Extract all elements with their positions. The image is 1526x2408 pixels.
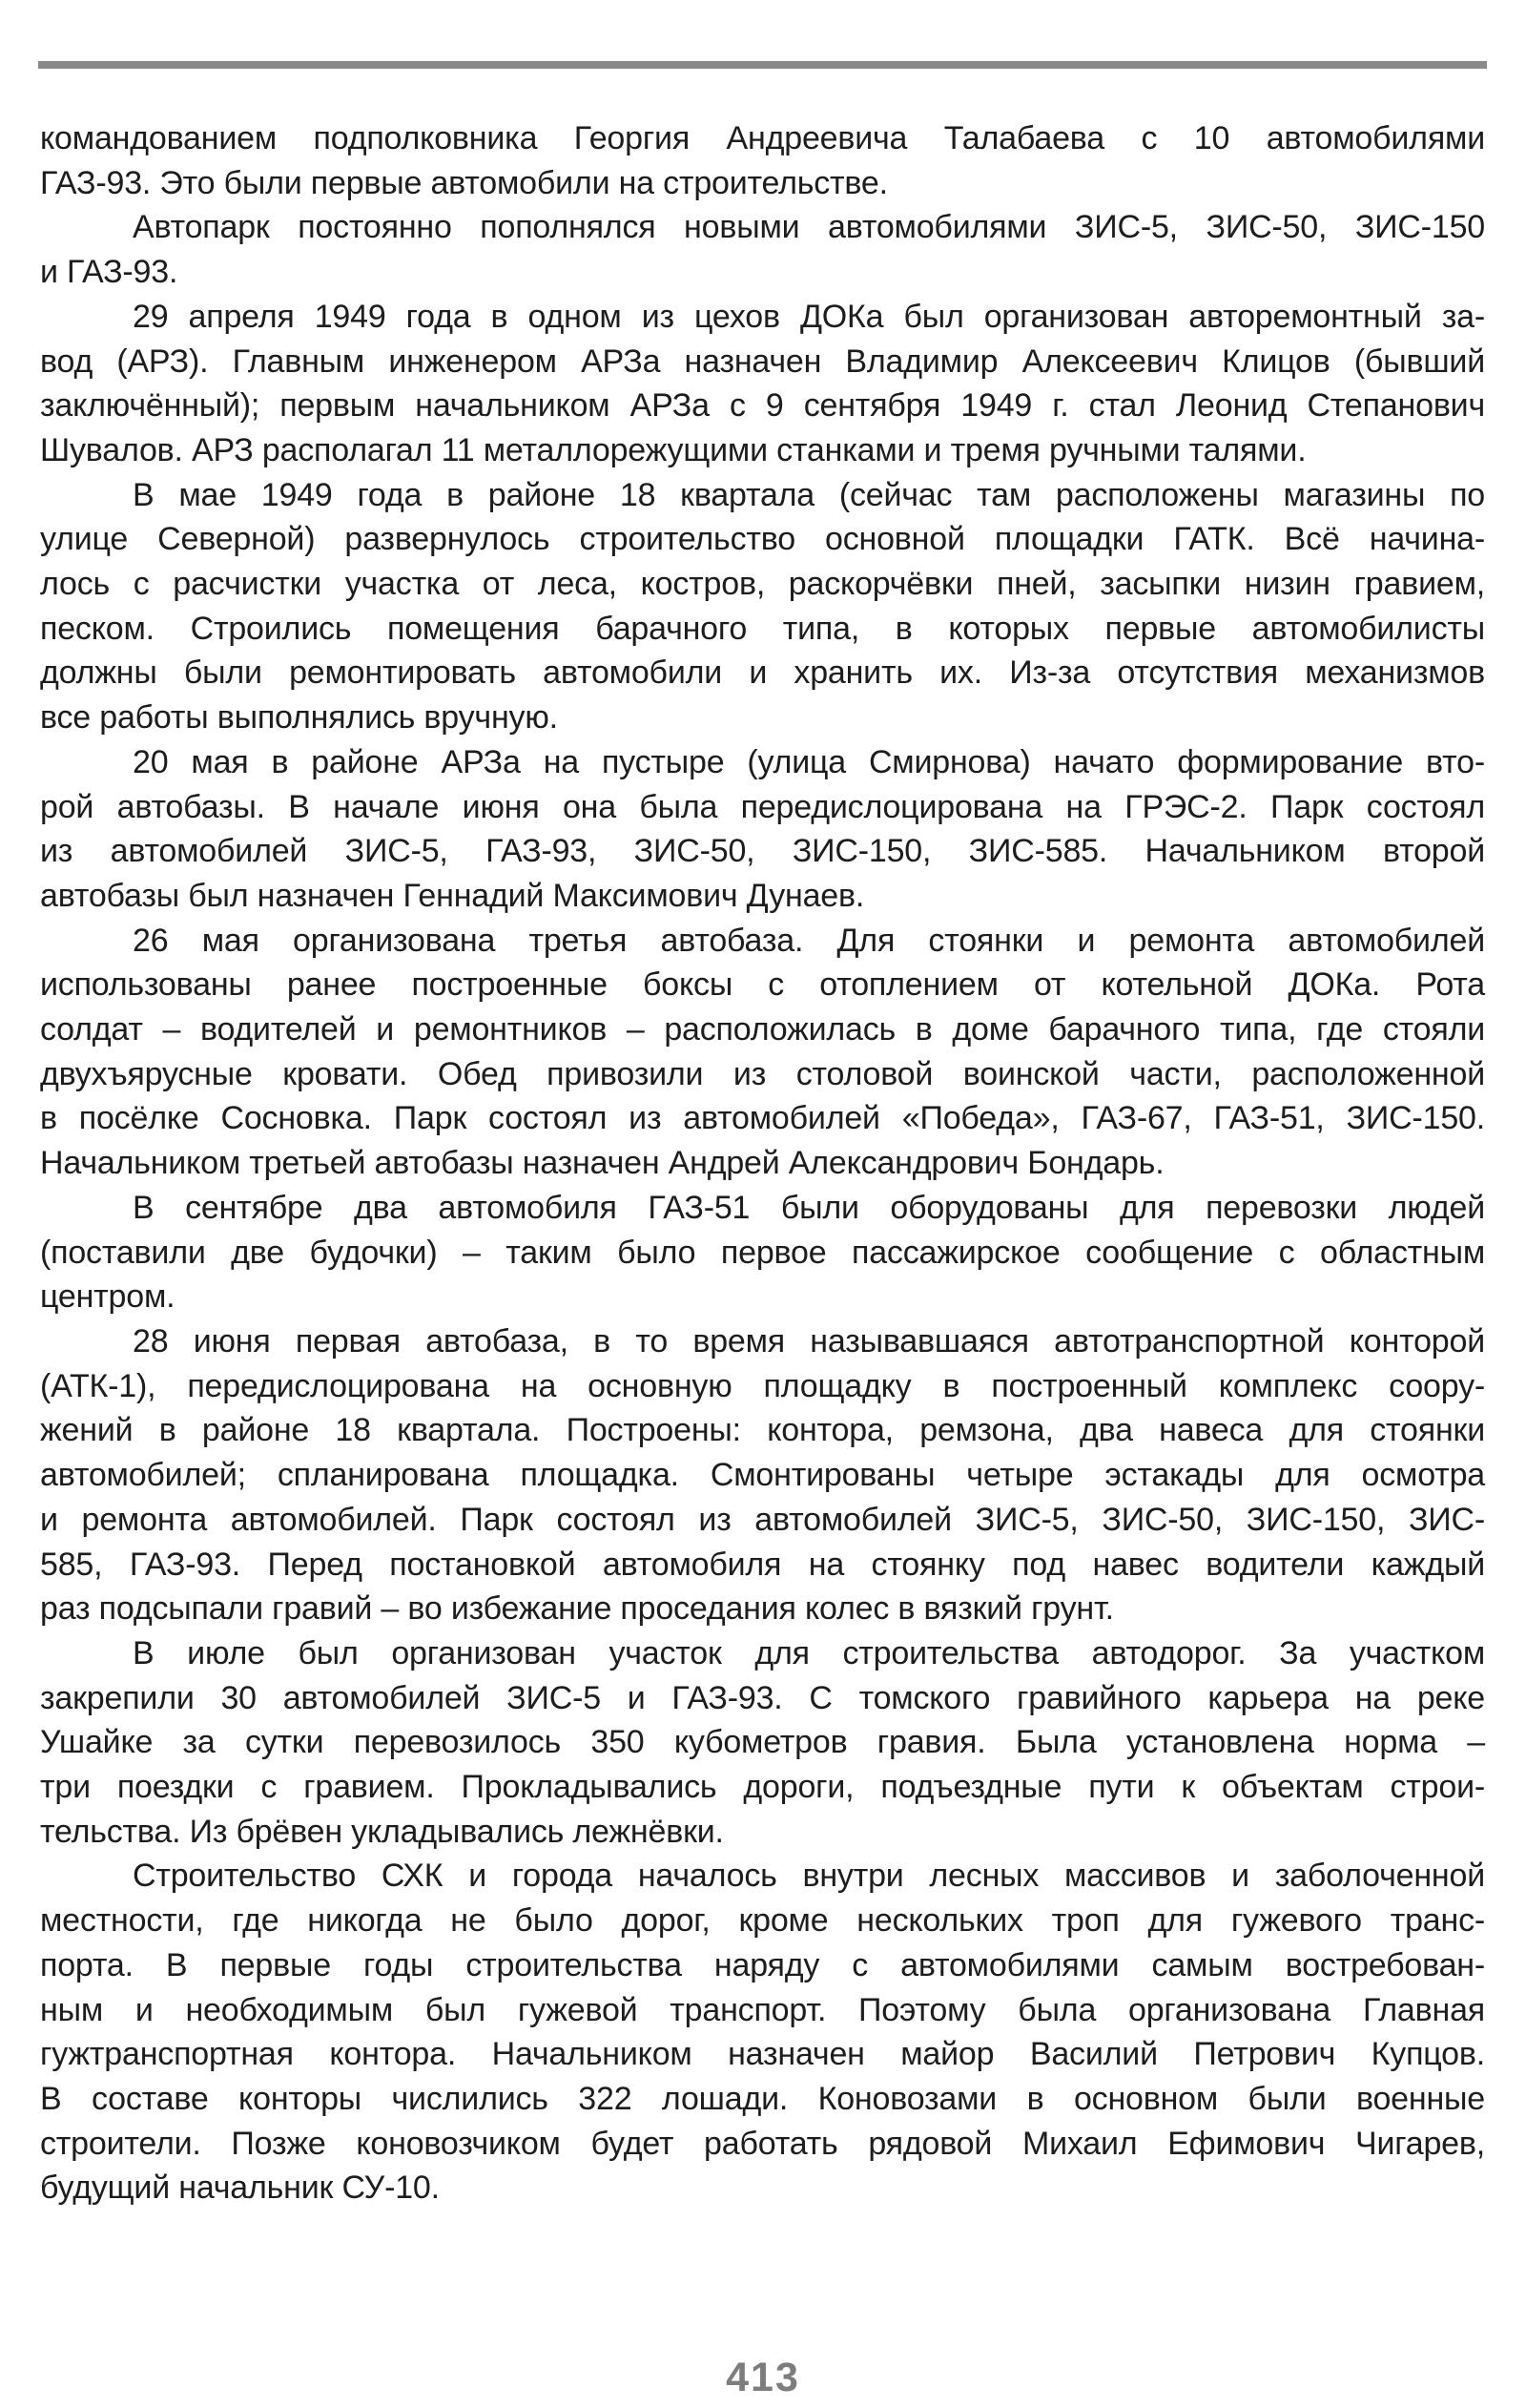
paragraph: [40, 1319, 1485, 1631]
text-line: Автопарк постоянно пополнялся новыми автомобилями ЗИС-5, ЗИС-50, ЗИС-150: [133, 209, 1485, 246]
text-line: тельства. Из брёвен укладывались лежнёвки.: [40, 1813, 724, 1850]
text-line: три поездки с гравием. Прокладывались дороги, подъездные пути к объектам строи-: [40, 1769, 1485, 1806]
text-line: 20 мая в районе АРЗа на пустыре (улица Смирнова) начато формирование вто-: [133, 743, 1485, 780]
paragraph: [40, 473, 1485, 740]
text-line: все работы выполнялись вручную.: [40, 699, 558, 737]
text-line: порта. В первые годы строительства наряду с автомобилями самым востребован-: [40, 1946, 1485, 1983]
paragraph: [40, 1854, 1485, 2211]
top-rule: [38, 61, 1487, 69]
text-line: ГАЗ-93. Это были первые автомобили на строительстве.: [40, 164, 888, 201]
text-line: использованы ранее построенные боксы с отоплением от котельной ДОКа. Рота: [40, 966, 1485, 1004]
text-line: ным и необходимым был гужевой транспорт. Поэтому была организована Главная: [40, 1991, 1485, 2028]
page-number: 413: [726, 2355, 800, 2400]
text-line: песком. Строились помещения барачного типа, в которых первые автомобилисты: [40, 610, 1485, 647]
text-line: центром.: [40, 1278, 175, 1316]
text-line: будущий начальник СУ-10.: [40, 2169, 440, 2207]
text-line: вод (АРЗ). Главным инженером АРЗа назначен Владимир Алексеевич Клицов (бывший: [40, 343, 1485, 380]
text-line: рой автобазы. В начале июня она была передислоцирована на ГРЭС-2. Парк состоял: [40, 788, 1485, 825]
paragraph: [40, 740, 1485, 919]
paragraph: [40, 1631, 1485, 1855]
text-line: из автомобилей ЗИС-5, ГАЗ-93, ЗИС-50, ЗИС-150, ЗИС-585. Начальником второй: [40, 833, 1485, 870]
paragraph: [40, 1186, 1485, 1319]
text-line: автомобилей; спланирована площадка. Смонтированы четыре эстакады для осмотра: [40, 1457, 1485, 1494]
text-line: Ушайке за сутки перевозилось 350 кубометров гравия. Была установлена норма –: [40, 1724, 1485, 1761]
text-line: (поставили две будочки) – таким было первое пассажирское сообщение с областным: [40, 1234, 1485, 1271]
text-block: [40, 116, 1485, 2211]
text-line: заключённый); первым начальником АРЗа с 9 сентября 1949 г. стал Леонид Степанович: [40, 387, 1485, 425]
paragraph: [40, 919, 1485, 1186]
text-line: Начальником третьей автобазы назначен Андрей Александрович Бондарь.: [40, 1145, 1165, 1182]
text-line: 29 апреля 1949 года в одном из цехов ДОКа был организован авторемонтный за-: [133, 298, 1485, 335]
text-line: Шувалов. АРЗ располагал 11 металлорежущими станками и тремя ручными талями.: [40, 431, 1307, 468]
text-line: 26 мая организована третья автобаза. Для стоянки и ремонта автомобилей: [133, 922, 1485, 959]
text-line: Строительство СХК и города началось внутри лесных массивов и заболоченной: [133, 1858, 1485, 1895]
text-line: командованием подполковника Георгия Андреевича Талабаева с 10 автомобилями: [40, 120, 1485, 156]
text-line: закрепили 30 автомобилей ЗИС-5 и ГАЗ-93. С томского гравийного карьера на реке: [40, 1679, 1485, 1716]
text-line: и ремонта автомобилей. Парк состоял из автомобилей ЗИС-5, ЗИС-50, ЗИС-150, ЗИС-: [40, 1501, 1485, 1538]
paragraph: [40, 295, 1485, 473]
text-line: В июле был организован участок для строительства автодорог. За участком: [133, 1634, 1485, 1671]
text-line: лось с расчистки участка от леса, костров, раскорчёвки пней, засыпки низин гравием,: [40, 566, 1485, 603]
text-line: должны были ремонтировать автомобили и хранить их. Из-за отсутствия механизмов: [40, 654, 1485, 692]
text-line: (АТК-1), передислоцирована на основную площадку в построенный комплекс соору-: [40, 1367, 1485, 1404]
text-line: 28 июня первая автобаза, в то время называвшаяся автотранспортной конторой: [133, 1322, 1485, 1360]
text-line: гужтранспортная контора. Начальником назначен майор Василий Петрович Купцов.: [40, 2036, 1485, 2073]
text-line: и ГАЗ-93.: [40, 254, 178, 291]
text-line: В составе конторы числились 322 лошади. Коновозами в основном были военные: [40, 2080, 1485, 2117]
text-line: двухъярусные кровати. Обед привозили из столовой воинской части, расположенной: [40, 1055, 1485, 1092]
text-line: солдат – водителей и ремонтников – расположилась в доме барачного типа, где стояли: [40, 1011, 1485, 1048]
text-line: строители. Позже коновозчиком будет работать рядовой Михаил Ефимович Чигарев,: [40, 2125, 1485, 2162]
paragraph: [40, 205, 1485, 294]
text-line: автобазы был назначен Геннадий Максимович Дунаев.: [40, 877, 865, 914]
text-line: в посёлке Сосновка. Парк состоял из автомобилей «Победа», ГАЗ-67, ГАЗ-51, ЗИС-150.: [40, 1100, 1485, 1137]
text-line: В сентябре два автомобиля ГАЗ-51 были оборудованы для перевозки людей: [133, 1189, 1485, 1226]
text-line: раз подсыпали гравий – во избежание проседания колес в вязкий грунт.: [40, 1590, 1114, 1628]
text-line: улице Северной) развернулось строительство основной площадки ГАТК. Всё начина-: [40, 521, 1485, 558]
text-line: В мае 1949 года в районе 18 квартала (сейчас там расположены магазины по: [133, 476, 1485, 513]
text-line: местности, где никогда не было дорог, кроме нескольких троп для гужевого транс-: [40, 1902, 1485, 1940]
text-line: жений в районе 18 квартала. Построены: контора, ремзона, два навеса для стоянки: [40, 1412, 1485, 1449]
text-line: 585, ГАЗ-93. Перед постановкой автомобиля на стоянку под навес водители каждый: [40, 1546, 1485, 1583]
paragraph: [40, 116, 1485, 205]
